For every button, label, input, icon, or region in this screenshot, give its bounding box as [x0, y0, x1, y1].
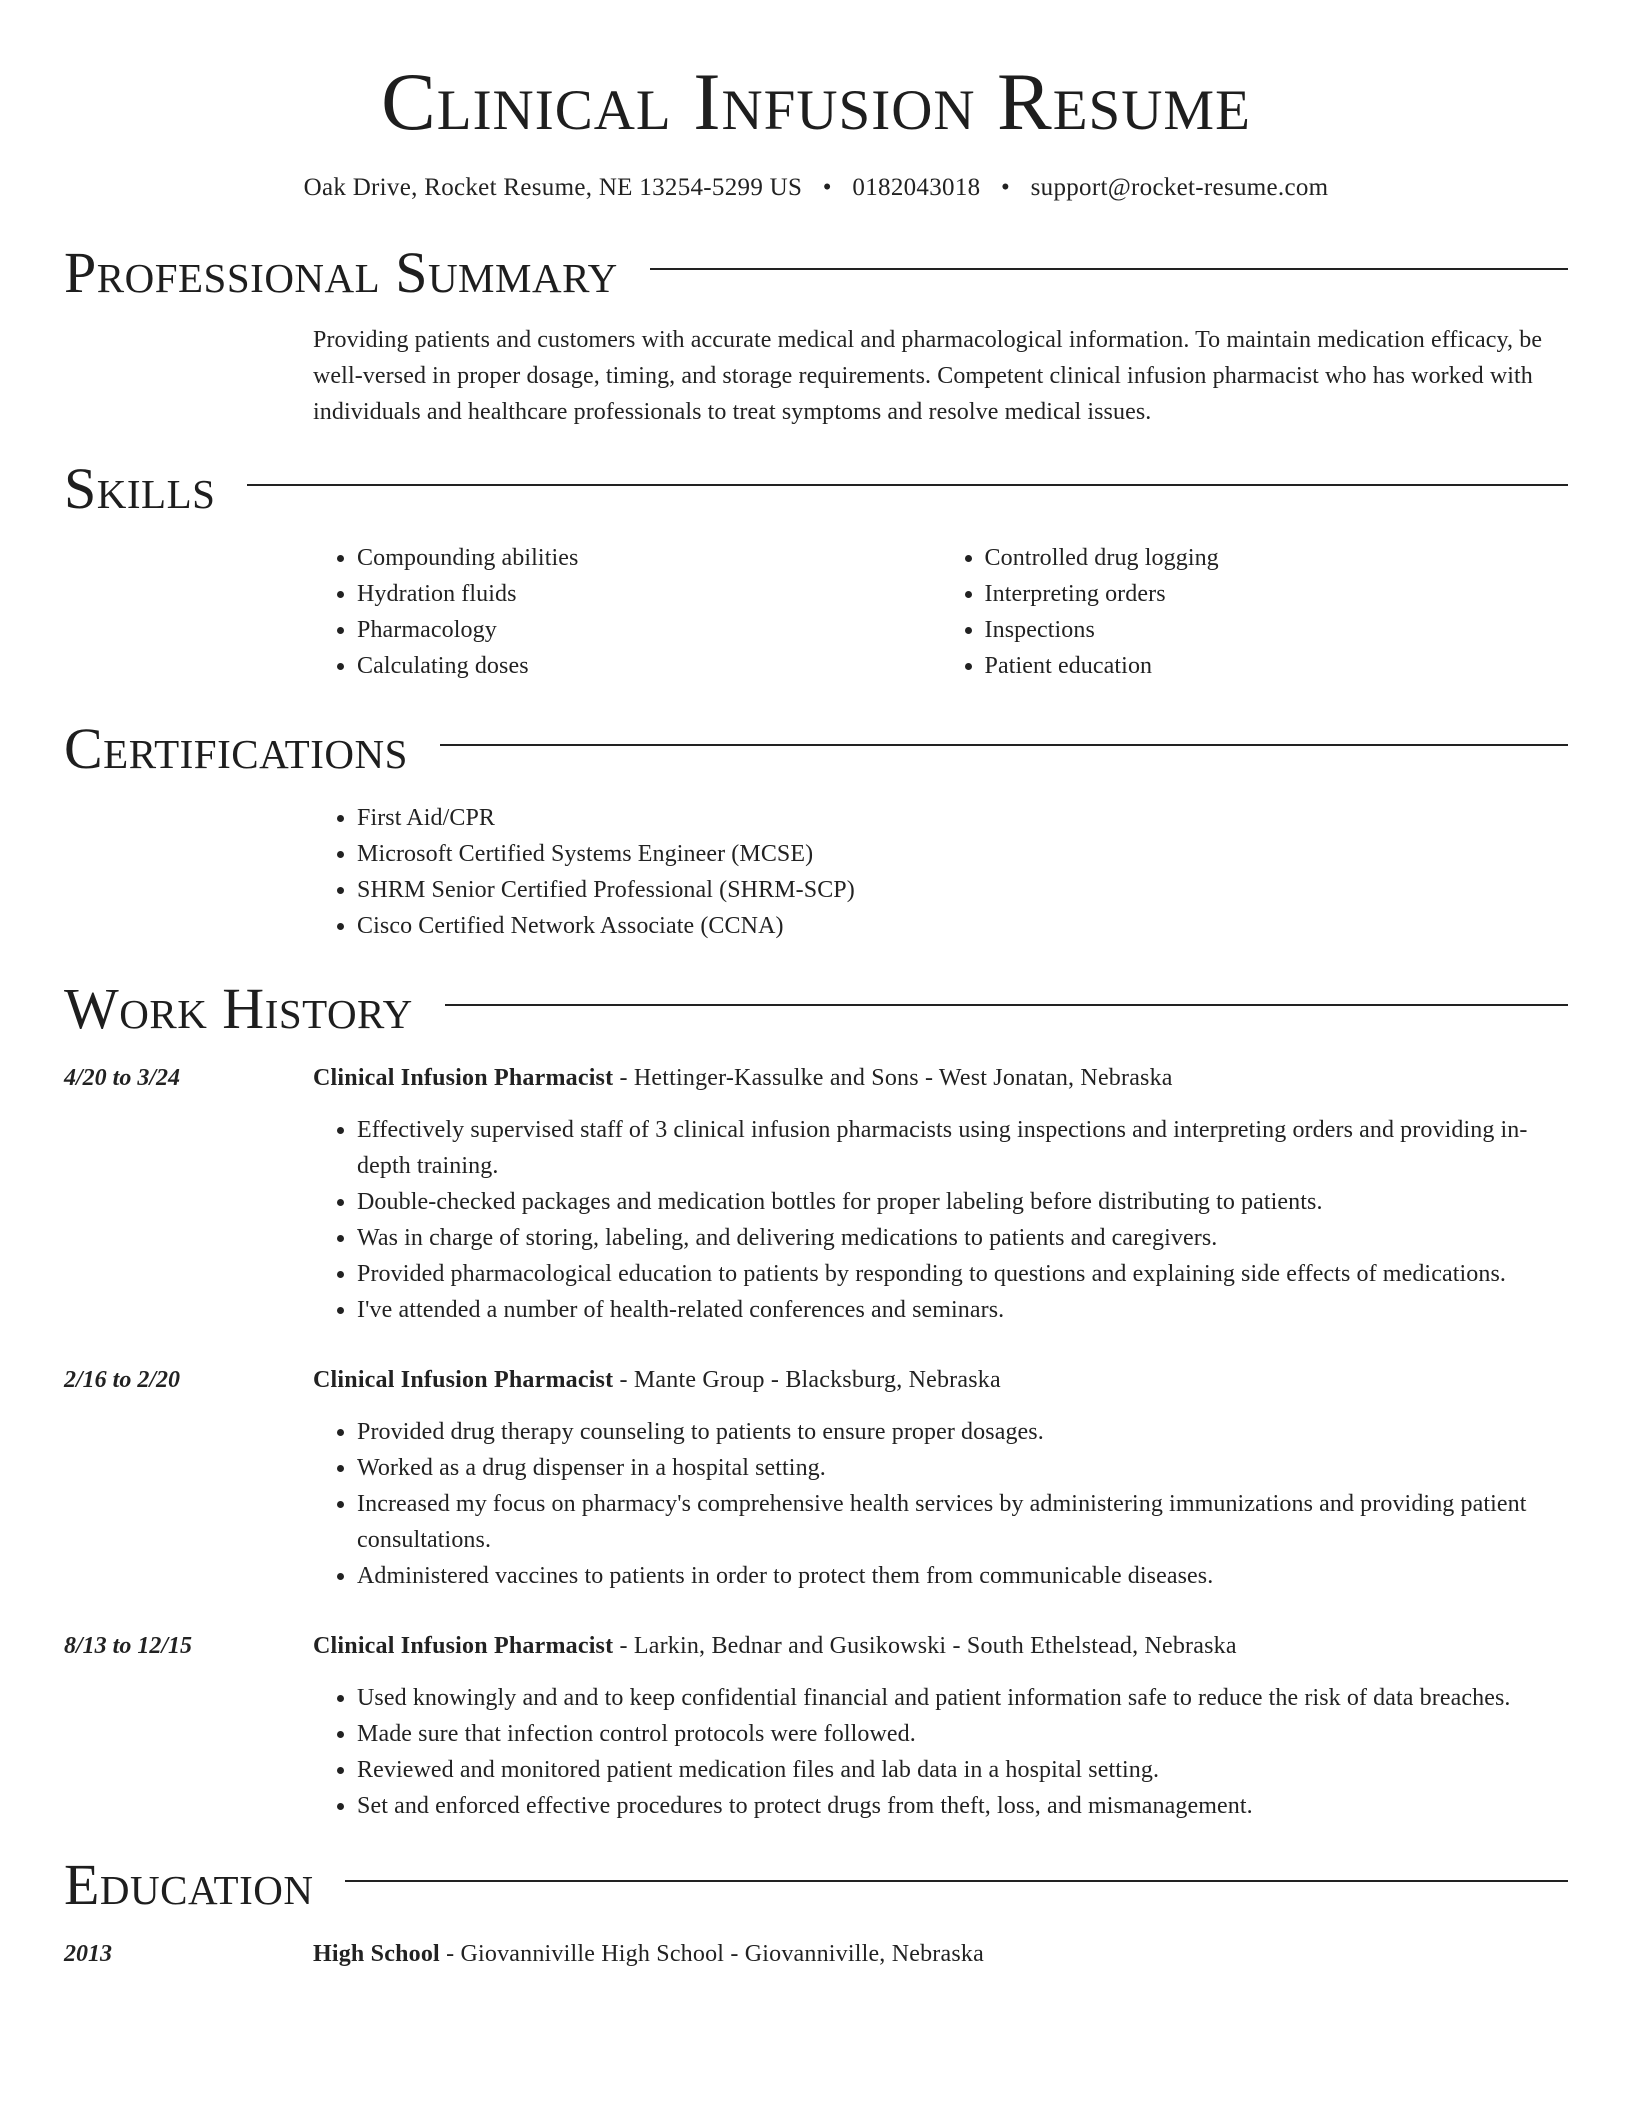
job-dates: 4/20 to 3/24: [64, 1065, 181, 1091]
section-divider: [247, 484, 1568, 486]
job-dates: 8/13 to 12/15: [64, 1633, 193, 1659]
job-bullet: • Increased my focus on pharmacy's comprehensive health services by administering immunizations and providing patient consultations.: [357, 1486, 1568, 1558]
skills-list-right: [941, 540, 1569, 684]
skill-item: • Compounding abilities: [357, 540, 941, 576]
skills-section-header: [64, 454, 1568, 524]
skill-item: • Inspections: [985, 612, 1569, 648]
contact-phone: 0182043018: [852, 174, 981, 201]
certification-item: • First Aid/CPR: [357, 800, 1568, 836]
education-year: 2013: [64, 1941, 112, 1967]
skills-columns: [313, 540, 1568, 684]
job-bullet: • Double-checked packages and medication bottles for proper labeling before distributing to patients.: [357, 1184, 1568, 1220]
summary-heading: Professional Summary: [64, 240, 618, 305]
job-details: - Larkin, Bednar and Gusikowski - South Ethelstead, Nebraska: [613, 1633, 1237, 1659]
job-bullet: • Administered vaccines to patients in order to protect them from communicable diseases.: [357, 1558, 1568, 1594]
job-body: [313, 1628, 1568, 1824]
work-section-header: [64, 974, 1568, 1044]
job-title-line: [313, 1060, 1568, 1096]
job-bullets: [313, 1414, 1568, 1594]
contact-line: [64, 174, 1568, 202]
job-title: Clinical Infusion Pharmacist: [313, 1633, 614, 1659]
education-details: - Giovanniville High School - Giovanniville, Nebraska: [439, 1941, 984, 1967]
section-divider: [440, 744, 1568, 746]
education-entry: [64, 1936, 1568, 1972]
work-heading: Work History: [64, 976, 413, 1041]
certification-item: • Microsoft Certified Systems Engineer (MCSE): [357, 836, 1568, 872]
education-line: [313, 1936, 1568, 1972]
job-details: - Hettinger-Kassulke and Sons - West Jonatan, Nebraska: [613, 1065, 1173, 1091]
job-bullet: • Provided drug therapy counseling to patients to ensure proper dosages.: [357, 1414, 1568, 1450]
job-title: Clinical Infusion Pharmacist: [313, 1065, 614, 1091]
job-bullet: • Provided pharmacological education to patients by responding to questions and explaining side effects of medications.: [357, 1256, 1568, 1292]
skill-item: • Hydration fluids: [357, 576, 941, 612]
certification-item: • SHRM Senior Certified Professional (SHRM-SCP): [357, 872, 1568, 908]
job-title-line: [313, 1628, 1568, 1664]
job-bullet: • I've attended a number of health-related conferences and seminars.: [357, 1292, 1568, 1328]
certification-item: • Cisco Certified Network Associate (CCNA): [357, 908, 1568, 944]
summary-section-header: [64, 238, 1568, 308]
job-bullet: • Effectively supervised staff of 3 clinical infusion pharmacists using inspections and interpreting orders and providing in-depth training.: [357, 1112, 1568, 1184]
contact-separator: •: [1000, 174, 1011, 201]
job-bullet: • Made sure that infection control protocols were followed.: [357, 1716, 1568, 1752]
job-entry: [64, 1362, 1568, 1594]
certifications-section-header: [64, 714, 1568, 784]
certifications-heading: Certifications: [64, 716, 408, 781]
section-divider: [650, 268, 1568, 270]
education-body: [313, 1936, 1568, 1972]
education-section-header: [64, 1850, 1568, 1920]
job-body: [313, 1060, 1568, 1328]
job-bullet: • Used knowingly and and to keep confidential financial and patient information safe to reduce the risk of data breaches.: [357, 1680, 1568, 1716]
certifications-list: [313, 800, 1568, 944]
job-bullets: [313, 1112, 1568, 1328]
job-dates: 2/16 to 2/20: [64, 1367, 181, 1393]
job-bullet: • Set and enforced effective procedures to protect drugs from theft, loss, and mismanagement.: [357, 1788, 1568, 1824]
job-bullet: • Was in charge of storing, labeling, and delivering medications to patients and caregivers.: [357, 1220, 1568, 1256]
section-divider: [445, 1004, 1568, 1006]
job-body: [313, 1362, 1568, 1594]
job-bullets: [313, 1680, 1568, 1824]
skill-item: • Patient education: [985, 648, 1569, 684]
skills-list-left: [313, 540, 941, 684]
contact-address: Oak Drive, Rocket Resume, NE 13254-5299 US: [303, 174, 803, 201]
job-bullet: • Worked as a drug dispenser in a hospital setting.: [357, 1450, 1568, 1486]
resume-title: Clinical Infusion Resume: [381, 56, 1251, 147]
job-details: - Mante Group - Blacksburg, Nebraska: [613, 1367, 1001, 1393]
section-divider: [345, 1880, 1568, 1882]
education-degree: High School: [313, 1941, 440, 1967]
skill-item: • Calculating doses: [357, 648, 941, 684]
job-entry: [64, 1628, 1568, 1824]
job-title: Clinical Infusion Pharmacist: [313, 1367, 614, 1393]
job-entry: [64, 1060, 1568, 1328]
contact-separator: •: [822, 174, 832, 201]
skill-item: • Controlled drug logging: [985, 540, 1569, 576]
summary-text: Providing patients and customers with accurate medical and pharmacological information. To maintain medication efficacy, be well-versed in proper dosage, timing, and storage requirements. Competent clinical infusion pharmacist who has worked with individuals and healthcare professionals to treat symptoms and resolve medical issues.: [313, 327, 1543, 425]
job-bullet: • Reviewed and monitored patient medication files and lab data in a hospital setting.: [357, 1752, 1568, 1788]
education-heading: Education: [64, 1852, 314, 1917]
contact-email: support@rocket-resume.com: [1030, 174, 1329, 201]
skill-item: • Interpreting orders: [985, 576, 1569, 612]
skills-heading: Skills: [64, 456, 216, 521]
skill-item: • Pharmacology: [357, 612, 941, 648]
job-title-line: [313, 1362, 1568, 1398]
